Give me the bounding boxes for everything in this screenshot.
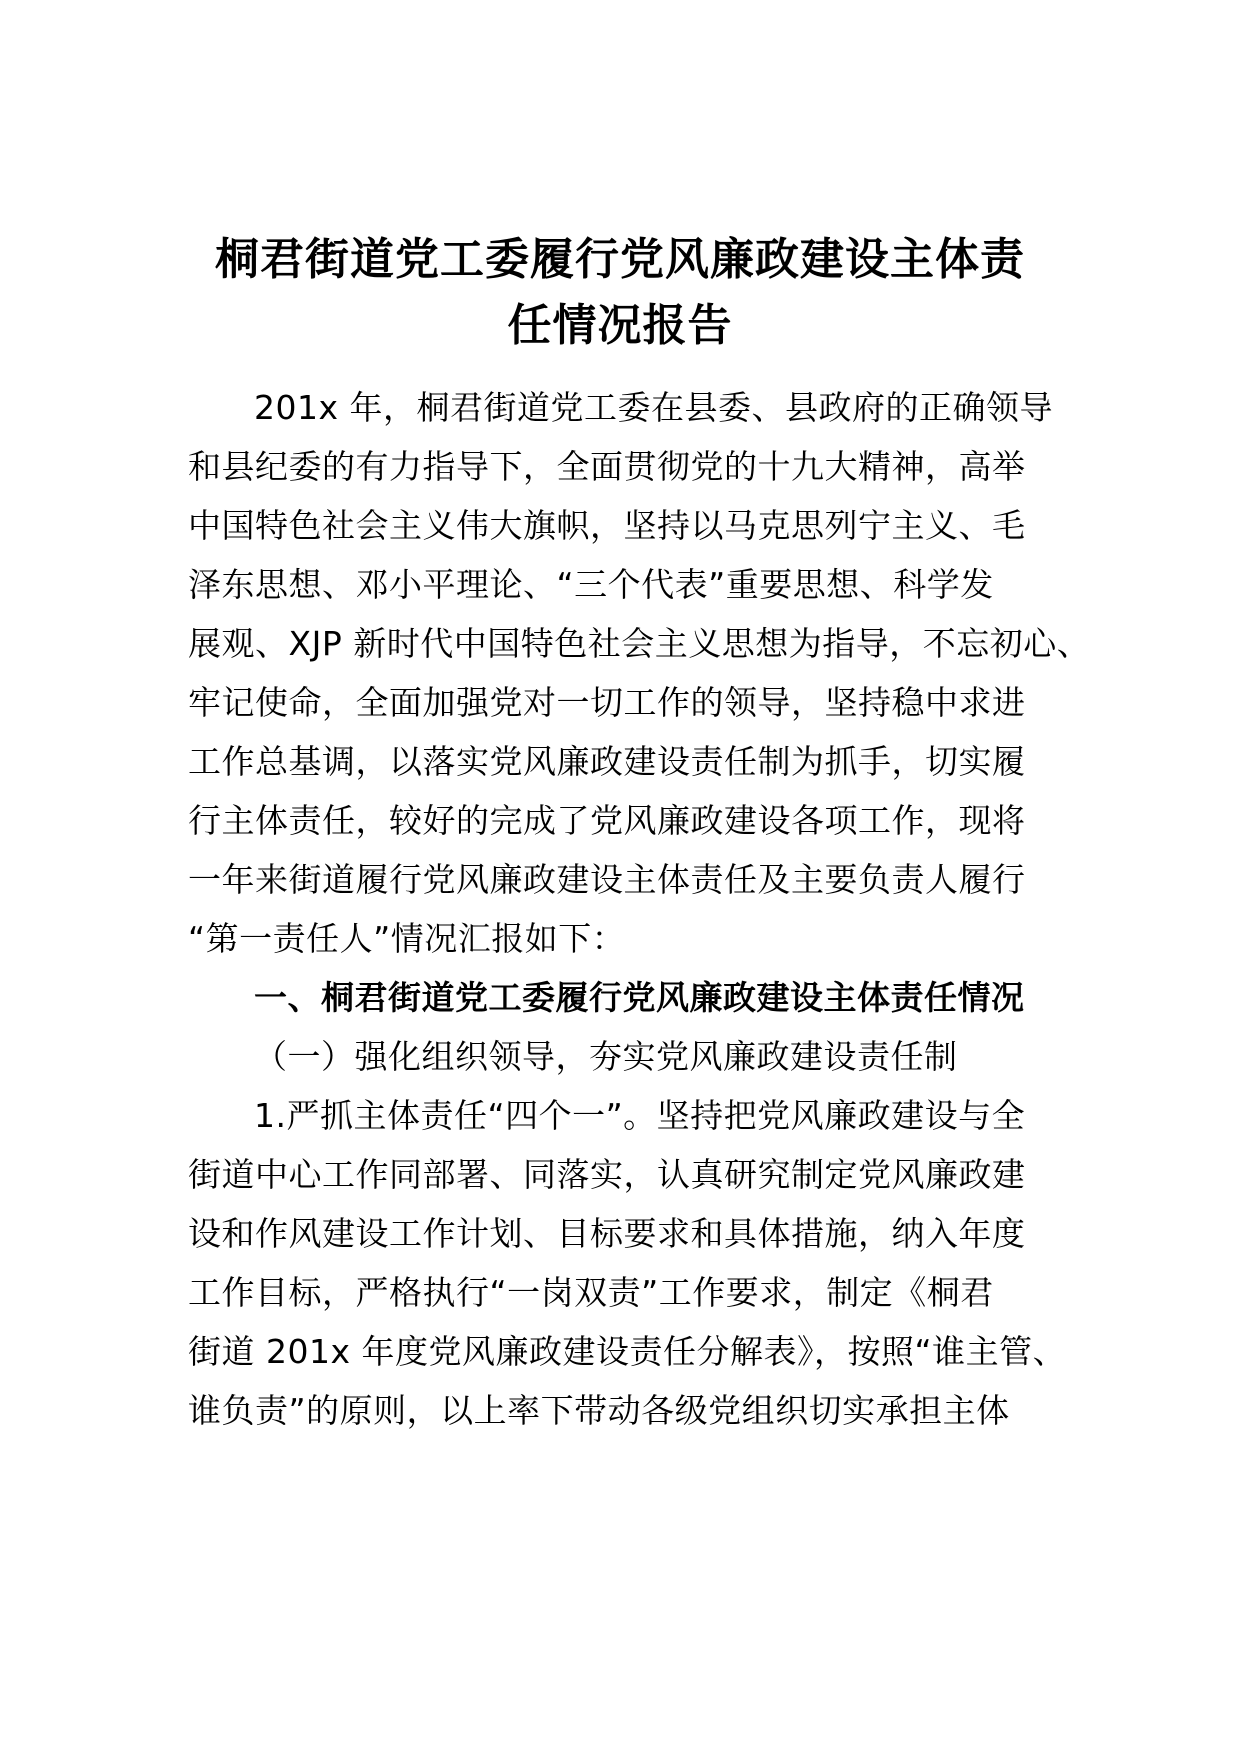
body-line: “第一责任人”情况汇报如下： [188, 919, 626, 958]
body-line: 1.严抓主体责任“四个一”。坚持把党风廉政建设与全 [254, 1096, 1026, 1135]
body-line: 工作目标，严格执行“一岗双责”工作要求，制定《桐君 [188, 1273, 994, 1312]
body-line: 街道中心工作同部署、同落实，认真研究制定党风廉政建 [188, 1155, 1026, 1194]
body-line: 和县纪委的有力指导下，全面贯彻党的十九大精神，高举 [188, 447, 1026, 486]
body-line: 谁负责”的原则，以上率下带动各级党组织切实承担主体 [188, 1391, 1010, 1430]
body-line: 设和作风建设工作计划、目标要求和具体措施，纳入年度 [188, 1214, 1026, 1253]
body-line: 中国特色社会主义伟大旗帜，坚持以马克思列宁主义、毛 [188, 506, 1026, 545]
body-line: 201x 年，桐君街道党工委在县委、县政府的正确领导 [254, 388, 1054, 427]
subsection-heading: （一）强化组织领导，夯实党风廉政建设责任制 [254, 1037, 958, 1076]
document-title-line-1: 桐君街道党工委履行党风廉政建设主体责 [215, 234, 1025, 285]
section-heading: 一、桐君街道党工委履行党风廉政建设主体责任情况 [254, 978, 1025, 1017]
body-line: 行主体责任，较好的完成了党风廉政建设各项工作，现将 [188, 801, 1026, 840]
body-line: 展观、XJP 新时代中国特色社会主义思想为指导，不忘初心、 [188, 624, 1091, 663]
body-line: 街道 201x 年度党风廉政建设责任分解表》，按照“谁主管、 [188, 1332, 1067, 1371]
body-line: 牢记使命，全面加强党对一切工作的领导，坚持稳中求进 [188, 683, 1026, 722]
body-line: 泽东思想、邓小平理论、“三个代表”重要思想、科学发 [188, 565, 994, 604]
body-line: 一年来街道履行党风廉政建设主体责任及主要负责人履行 [188, 860, 1026, 899]
body-line: 工作总基调，以落实党风廉政建设责任制为抓手，切实履 [188, 742, 1026, 781]
document-title-line-2: 任情况报告 [507, 300, 733, 351]
